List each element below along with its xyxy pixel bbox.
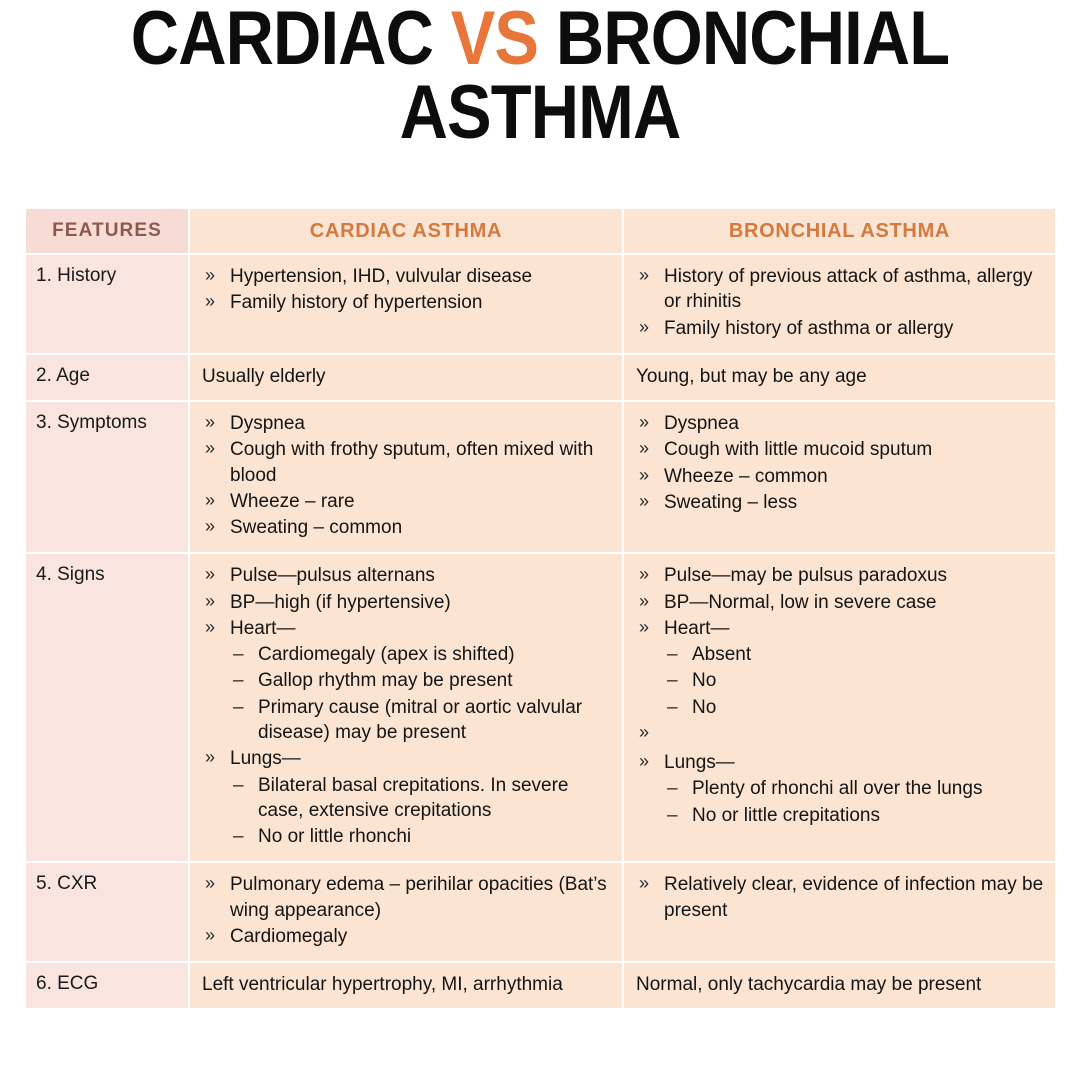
feature-cell: 3. Symptoms: [26, 402, 190, 554]
table-row: [26, 355, 1055, 402]
table-row: [26, 554, 1055, 863]
list-item: [200, 264, 612, 289]
bullet-list: [200, 411, 612, 540]
bullet-list: [634, 411, 1045, 515]
list-item-text: Wheeze – rare: [230, 490, 355, 512]
list-item-text: Hypertension, IHD, vulvular disease: [230, 266, 533, 287]
title-text-bronchial: BRONCHIAL: [538, 0, 950, 81]
column-header-bronchial-asthma: BRONCHIAL ASTHMA: [624, 209, 1055, 255]
sub-list-item: – Bilateral basal crepitations. In severe case, extensive crepitations: [230, 773, 612, 824]
list-item-text: Heart—: [230, 617, 296, 639]
cell-text: Left ventricular hypertrophy, MI, arrhythmia: [202, 974, 563, 996]
list-item-text: Relatively clear, evidence of infection may be present: [664, 874, 1044, 921]
feature-cell: 1. History: [26, 255, 190, 355]
table-row: [26, 255, 1055, 355]
list-item-text: Cardiomegaly: [230, 925, 348, 947]
feature-cell: 2. Age: [26, 355, 190, 402]
title-line-2: ASTHMA: [399, 69, 681, 155]
comparison-table-container: [26, 209, 1055, 1008]
list-item: [200, 746, 612, 849]
bullet-list: [200, 872, 612, 949]
list-item-text: Pulse—may be pulsus paradoxus: [664, 565, 948, 587]
table-row: [26, 402, 1055, 554]
sub-bullet-list: [230, 773, 612, 850]
column-header-cardiac-asthma: CARDIAC ASTHMA: [190, 209, 624, 255]
list-item: [634, 616, 1045, 720]
list-item: [634, 490, 1045, 515]
feature-cell: 5. CXR: [26, 863, 190, 963]
bullet-list: [634, 264, 1045, 341]
sub-list-item: – Gallop rhythm may be present: [230, 668, 612, 693]
sub-list-item: – Plenty of rhonchi all over the lungs: [664, 776, 1045, 801]
list-item-text: Cough with little mucoid sputum: [664, 439, 933, 461]
list-item: [634, 872, 1045, 923]
list-item-text: BP—high (if hypertensive): [230, 591, 451, 613]
list-item: [634, 316, 1045, 341]
list-item: [634, 750, 1045, 828]
sub-bullet-list: [664, 642, 1045, 720]
sub-bullet-list: [230, 642, 612, 745]
bronchial-cell: [624, 963, 1055, 1008]
title-text-cardiac: CARDIAC: [130, 0, 451, 81]
list-item-text: Family history of hypertension: [230, 292, 483, 314]
list-item: [200, 489, 612, 514]
list-item-text: Sweating – less: [664, 491, 798, 513]
bronchial-cell: [624, 554, 1055, 863]
list-item-text: Lungs—: [664, 751, 735, 773]
cardiac-cell: [190, 863, 624, 963]
bullet-list: [634, 872, 1045, 923]
feature-cell: 6. ECG: [26, 963, 190, 1008]
list-item-text: Family history of asthma or allergy: [664, 317, 954, 339]
bullet-list: [634, 563, 1045, 827]
cardiac-cell: [190, 355, 624, 402]
table-row: [26, 963, 1055, 1008]
sub-list-item: – Primary cause (mitral or aortic valvular disease) may be present: [230, 695, 612, 746]
title-text-vs: VS: [450, 0, 539, 81]
cell-text: Usually elderly: [202, 365, 326, 387]
list-item: [200, 590, 612, 615]
list-item: [634, 590, 1045, 615]
bullet-list: [200, 264, 612, 316]
list-item-text: Pulse—pulsus alternans: [230, 565, 435, 587]
cardiac-cell: [190, 554, 624, 863]
bronchial-cell: [624, 255, 1055, 355]
list-item-text: Dyspnea: [664, 413, 739, 435]
cardiac-cell: [190, 402, 624, 554]
table-body: [26, 255, 1055, 1008]
comparison-table: [26, 209, 1055, 1008]
column-header-features: FEATURES: [26, 209, 190, 255]
bronchial-cell: [624, 355, 1055, 402]
sub-list-item: – No or little crepitations: [664, 803, 1045, 828]
list-item: [200, 411, 612, 436]
list-item-text: Cough with frothy sputum, often mixed with blood: [230, 439, 594, 486]
cardiac-cell: [190, 255, 624, 355]
table-header: [26, 209, 1055, 255]
sub-list-item: – Cardiomegaly (apex is shifted): [230, 642, 612, 667]
list-item-text: Pulmonary edema – perihilar opacities (Bat’s wing appearance): [230, 874, 607, 921]
list-item: [200, 924, 612, 949]
cell-text: Young, but may be any age: [636, 365, 867, 387]
feature-cell: 4. Signs: [26, 554, 190, 863]
sub-list-item: – No or little rhonchi: [230, 824, 612, 849]
sub-bullet-list: [664, 776, 1045, 828]
cardiac-cell: [190, 963, 624, 1008]
list-item-text: History of previous attack of asthma, allergy or rhinitis: [664, 266, 1033, 313]
list-item: [634, 264, 1045, 315]
list-item: [200, 515, 612, 540]
list-item: [634, 437, 1045, 462]
list-item-text: Sweating – common: [230, 517, 403, 539]
list-item-text: BP—Normal, low in severe case: [664, 591, 937, 613]
list-item-text: Dyspnea: [230, 413, 305, 435]
list-item: [200, 872, 612, 923]
table-row: [26, 863, 1055, 963]
sub-list-item: – No: [664, 695, 1045, 720]
bronchial-cell: [624, 402, 1055, 554]
list-item: [200, 437, 612, 488]
bronchial-cell: [624, 863, 1055, 963]
cell-text: Normal, only tachycardia may be present: [636, 974, 982, 996]
list-item: [200, 290, 612, 315]
list-item: [200, 616, 612, 745]
header-row: [26, 209, 1055, 255]
list-item-text: Wheeze – common: [664, 465, 828, 487]
list-item: [200, 563, 612, 588]
bullet-list: [200, 563, 612, 849]
sub-list-item: – Absent: [664, 642, 1045, 667]
list-item-text: Heart—: [664, 617, 730, 639]
page-title: [0, 0, 1080, 155]
list-item: [634, 411, 1045, 436]
sub-list-item: – No: [664, 668, 1045, 693]
list-spacer: [634, 721, 1045, 749]
list-item: [634, 464, 1045, 489]
list-item-text: Lungs—: [230, 748, 301, 770]
title-line-1: [65, 0, 1015, 81]
list-item: [634, 563, 1045, 588]
